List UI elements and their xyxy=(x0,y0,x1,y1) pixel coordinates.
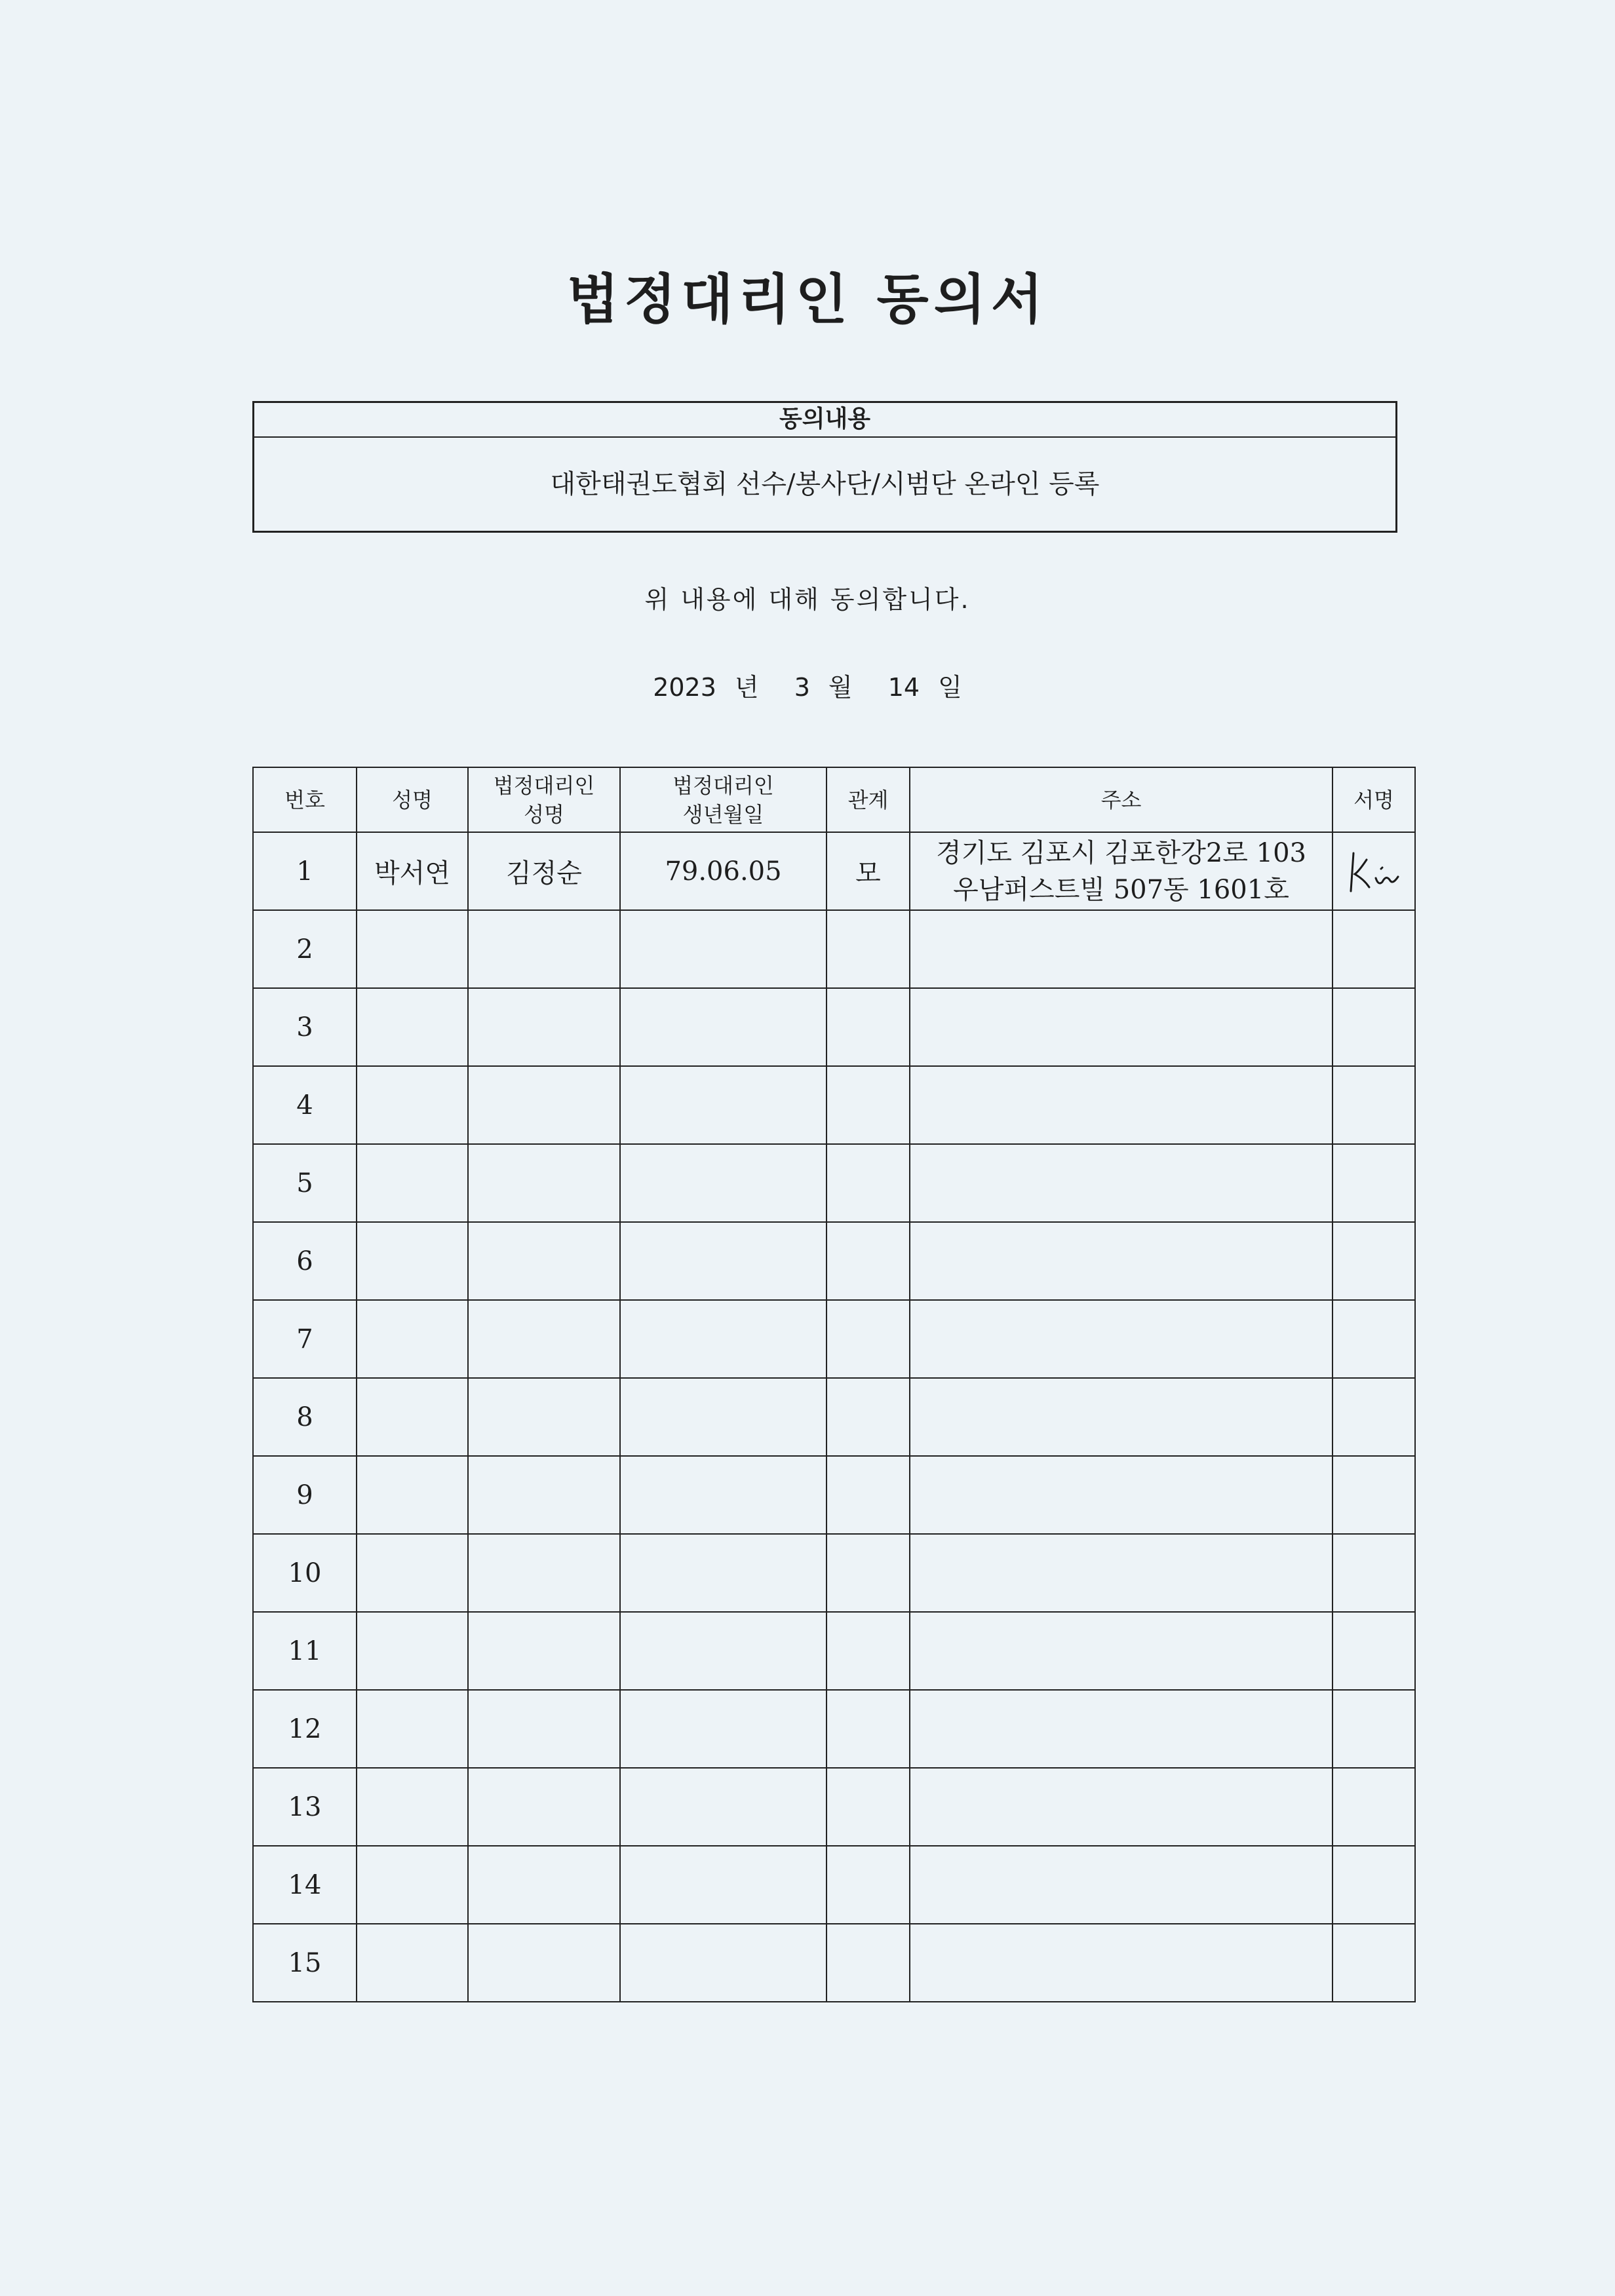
cell-name xyxy=(357,1690,468,1768)
cell-address xyxy=(910,832,1333,910)
cell-address xyxy=(910,1378,1333,1456)
date-month-unit: 월 xyxy=(828,673,853,702)
cell-relation xyxy=(827,988,910,1066)
header-guardian-name-line1: 법정대리인 xyxy=(493,773,595,798)
table-row xyxy=(253,1690,1415,1768)
cell-birth: 79.06.05 xyxy=(620,832,827,910)
table-row xyxy=(253,832,1415,910)
cell-name xyxy=(357,1456,468,1534)
table-row xyxy=(253,1846,1415,1924)
cell-relation xyxy=(827,1300,910,1378)
address-line2: 우남퍼스트빌 507동 1601호 xyxy=(953,874,1289,905)
cell-name xyxy=(357,1846,468,1924)
cell-address xyxy=(910,910,1333,988)
cell-guardian xyxy=(468,988,620,1066)
cell-signature xyxy=(1333,1534,1415,1612)
guardian-table xyxy=(252,767,1416,2002)
cell-birth xyxy=(620,1846,827,1924)
cell-signature xyxy=(1333,988,1415,1066)
cell-signature xyxy=(1333,1456,1415,1534)
consent-content: 대한태권도협회 선수/봉사단/시범단 온라인 등록 xyxy=(550,469,1100,499)
cell-guardian xyxy=(468,1066,620,1144)
date-line xyxy=(0,667,1615,703)
cell-no: 13 xyxy=(253,1768,357,1846)
cell-birth xyxy=(620,1456,827,1534)
cell-no: 7 xyxy=(253,1300,357,1378)
document-title: 법정대리인 동의서 xyxy=(566,269,1049,331)
cell-birth xyxy=(620,1612,827,1690)
cell-relation xyxy=(827,1690,910,1768)
handwritten-signature xyxy=(1344,845,1403,898)
header-name: 성명 xyxy=(357,767,468,832)
table-row xyxy=(253,910,1415,988)
cell-address xyxy=(910,988,1333,1066)
header-guardian-birth xyxy=(620,767,827,832)
cell-birth xyxy=(620,1144,827,1222)
cell-guardian xyxy=(468,1612,620,1690)
cell-birth xyxy=(620,1066,827,1144)
cell-birth xyxy=(620,1222,827,1300)
cell-signature xyxy=(1333,1612,1415,1690)
consent-header: 동의내용 xyxy=(254,403,1395,438)
cell-no: 6 xyxy=(253,1222,357,1300)
table-row xyxy=(253,1456,1415,1534)
cell-signature xyxy=(1333,1768,1415,1846)
header-guardian-birth-line1: 법정대리인 xyxy=(672,773,774,798)
table-row xyxy=(253,1612,1415,1690)
cell-name xyxy=(357,1768,468,1846)
cell-name xyxy=(357,1534,468,1612)
table-header-row xyxy=(253,767,1415,832)
agree-statement: 위 내용에 대해 동의합니다. xyxy=(644,585,971,614)
cell-guardian xyxy=(468,1300,620,1378)
cell-guardian: 김정순 xyxy=(468,832,620,910)
cell-address xyxy=(910,1924,1333,2002)
cell-relation xyxy=(827,1612,910,1690)
cell-name: 박서연 xyxy=(357,832,468,910)
cell-no: 5 xyxy=(253,1144,357,1222)
cell-address xyxy=(910,1690,1333,1768)
cell-no: 2 xyxy=(253,910,357,988)
cell-no: 4 xyxy=(253,1066,357,1144)
date-day-unit: 일 xyxy=(938,673,962,702)
cell-name xyxy=(357,988,468,1066)
header-guardian-name-line2: 성명 xyxy=(524,801,564,827)
table-row xyxy=(253,1300,1415,1378)
cell-no: 12 xyxy=(253,1690,357,1768)
table-row xyxy=(253,1066,1415,1144)
table-row xyxy=(253,1144,1415,1222)
header-guardian-name xyxy=(468,767,620,832)
cell-birth xyxy=(620,910,827,988)
consent-box xyxy=(252,401,1397,533)
header-guardian-birth-line2: 생년월일 xyxy=(682,801,764,827)
cell-name xyxy=(357,1612,468,1690)
cell-address xyxy=(910,1612,1333,1690)
cell-no: 11 xyxy=(253,1612,357,1690)
cell-birth xyxy=(620,1924,827,2002)
cell-signature xyxy=(1333,1066,1415,1144)
header-signature: 서명 xyxy=(1333,767,1415,832)
cell-guardian xyxy=(468,1690,620,1768)
cell-address xyxy=(910,1222,1333,1300)
cell-name xyxy=(357,1300,468,1378)
cell-signature xyxy=(1333,1300,1415,1378)
cell-birth xyxy=(620,1378,827,1456)
cell-birth xyxy=(620,1300,827,1378)
date-day: 14 xyxy=(887,673,920,702)
header-address: 주소 xyxy=(910,767,1333,832)
cell-signature xyxy=(1333,1222,1415,1300)
cell-relation xyxy=(827,1924,910,2002)
cell-address xyxy=(910,1066,1333,1144)
cell-guardian xyxy=(468,1534,620,1612)
cell-relation xyxy=(827,1066,910,1144)
cell-signature xyxy=(1333,1378,1415,1456)
table-row xyxy=(253,1768,1415,1846)
cell-relation xyxy=(827,1456,910,1534)
cell-relation xyxy=(827,1378,910,1456)
cell-no: 15 xyxy=(253,1924,357,2002)
date-year-unit: 년 xyxy=(734,673,759,702)
cell-guardian xyxy=(468,1222,620,1300)
address-line1: 경기도 김포시 김포한강2로 103 xyxy=(936,837,1306,868)
cell-guardian xyxy=(468,1846,620,1924)
cell-signature xyxy=(1333,1690,1415,1768)
cell-guardian xyxy=(468,1144,620,1222)
header-relation: 관계 xyxy=(827,767,910,832)
table-row xyxy=(253,1534,1415,1612)
cell-relation xyxy=(827,1768,910,1846)
cell-birth xyxy=(620,1768,827,1846)
cell-signature xyxy=(1333,1144,1415,1222)
table-row xyxy=(253,988,1415,1066)
cell-address xyxy=(910,1300,1333,1378)
cell-address xyxy=(910,1456,1333,1534)
cell-relation: 모 xyxy=(827,832,910,910)
cell-signature xyxy=(1333,832,1415,910)
cell-address xyxy=(910,1768,1333,1846)
cell-address xyxy=(910,1534,1333,1612)
cell-birth xyxy=(620,1534,827,1612)
cell-name xyxy=(357,1066,468,1144)
cell-no: 10 xyxy=(253,1534,357,1612)
cell-relation xyxy=(827,1222,910,1300)
cell-no: 8 xyxy=(253,1378,357,1456)
date-month: 3 xyxy=(794,673,810,702)
cell-relation xyxy=(827,1846,910,1924)
cell-signature xyxy=(1333,1846,1415,1924)
cell-no: 14 xyxy=(253,1846,357,1924)
cell-name xyxy=(357,1924,468,2002)
header-no: 번호 xyxy=(253,767,357,832)
cell-no: 9 xyxy=(253,1456,357,1534)
cell-guardian xyxy=(468,1924,620,2002)
cell-signature xyxy=(1333,910,1415,988)
cell-no: 1 xyxy=(253,832,357,910)
cell-birth xyxy=(620,1690,827,1768)
cell-signature xyxy=(1333,1924,1415,2002)
cell-no: 3 xyxy=(253,988,357,1066)
table-row xyxy=(253,1222,1415,1300)
cell-name xyxy=(357,910,468,988)
cell-relation xyxy=(827,1144,910,1222)
cell-name xyxy=(357,1378,468,1456)
cell-birth xyxy=(620,988,827,1066)
cell-guardian xyxy=(468,1768,620,1846)
cell-guardian xyxy=(468,1456,620,1534)
date-year: 2023 xyxy=(653,673,716,702)
cell-relation xyxy=(827,910,910,988)
cell-address xyxy=(910,1144,1333,1222)
cell-name xyxy=(357,1222,468,1300)
cell-address xyxy=(910,1846,1333,1924)
cell-name xyxy=(357,1144,468,1222)
table-row xyxy=(253,1378,1415,1456)
cell-guardian xyxy=(468,910,620,988)
cell-guardian xyxy=(468,1378,620,1456)
table-row xyxy=(253,1924,1415,2002)
cell-relation xyxy=(827,1534,910,1612)
